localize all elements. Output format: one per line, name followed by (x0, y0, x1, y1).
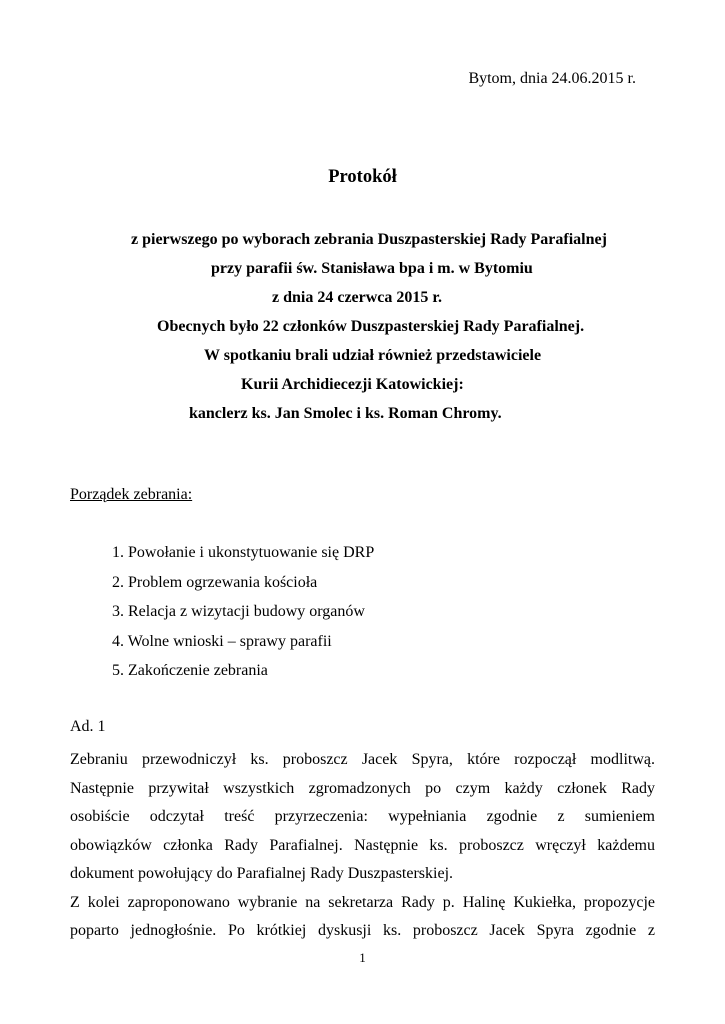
subtitle-line: z pierwszego po wyborach zebrania Duszpasterskiej Rady Parafialnej (131, 231, 607, 248)
subtitle-line: kanclerz ks. Jan Smolec i ks. Roman Chromy. (189, 405, 502, 422)
place-and-date: Bytom, dnia 24.06.2015 r. (468, 70, 636, 87)
subtitle-line: W spotkaniu brali udział również przedstawiciele (204, 347, 542, 364)
document-title: Protokół (328, 167, 397, 187)
page-number: 1 (359, 950, 366, 965)
body-line: poparto jednogłośnie. Po krótkiej dyskusji ks. proboszcz Jacek Spyra zgodnie z (70, 922, 655, 939)
agenda-item: 3. Relacja z wizytacji budowy organów (112, 603, 365, 620)
section-label: Ad. 1 (70, 718, 106, 735)
body-line: Z kolei zaproponowano wybranie na sekretarza Rady p. Halinę Kukiełka, propozycje (70, 893, 655, 911)
body-line: obowiązków członka Rady Parafialnej. Następnie ks. proboszcz wręczył każdemu (70, 836, 655, 854)
agenda-item: 5. Zakończenie zebrania (112, 662, 268, 679)
agenda-list (112, 543, 374, 691)
agenda-item: 4. Wolne wnioski – sprawy parafii (112, 632, 332, 650)
agenda-heading: Porządek zebrania: (70, 486, 193, 503)
subtitle-line: Kurii Archidiecezji Katowickiej: (241, 376, 464, 393)
body-line: dokument powołujący do Parafialnej Rady Duszpasterskiej. (70, 865, 454, 882)
subtitle-line: Obecnych było 22 członków Duszpasterskiej Rady Parafialnej. (157, 318, 585, 335)
subtitle-line: przy parafii św. Stanisława bpa i m. w Bytomiu (211, 260, 533, 277)
body-line: osobiście odczytał treść przyrzeczenia: wypełniania zgodnie z sumieniem (70, 808, 655, 825)
body-line: Następnie przywitał wszystkich zgromadzonych po czym każdy członek Rady (70, 779, 655, 797)
agenda-item: 2. Problem ogrzewania kościoła (112, 573, 318, 591)
agenda-item: 1. Powołanie i ukonstytuowanie się DRP (112, 544, 375, 561)
section-body (70, 746, 655, 946)
subtitle-line: z dnia 24 czerwca 2015 r. (272, 289, 443, 306)
body-line: Zebraniu przewodniczył ks. proboszcz Jacek Spyra, które rozpoczął modlitwą. (70, 751, 655, 768)
